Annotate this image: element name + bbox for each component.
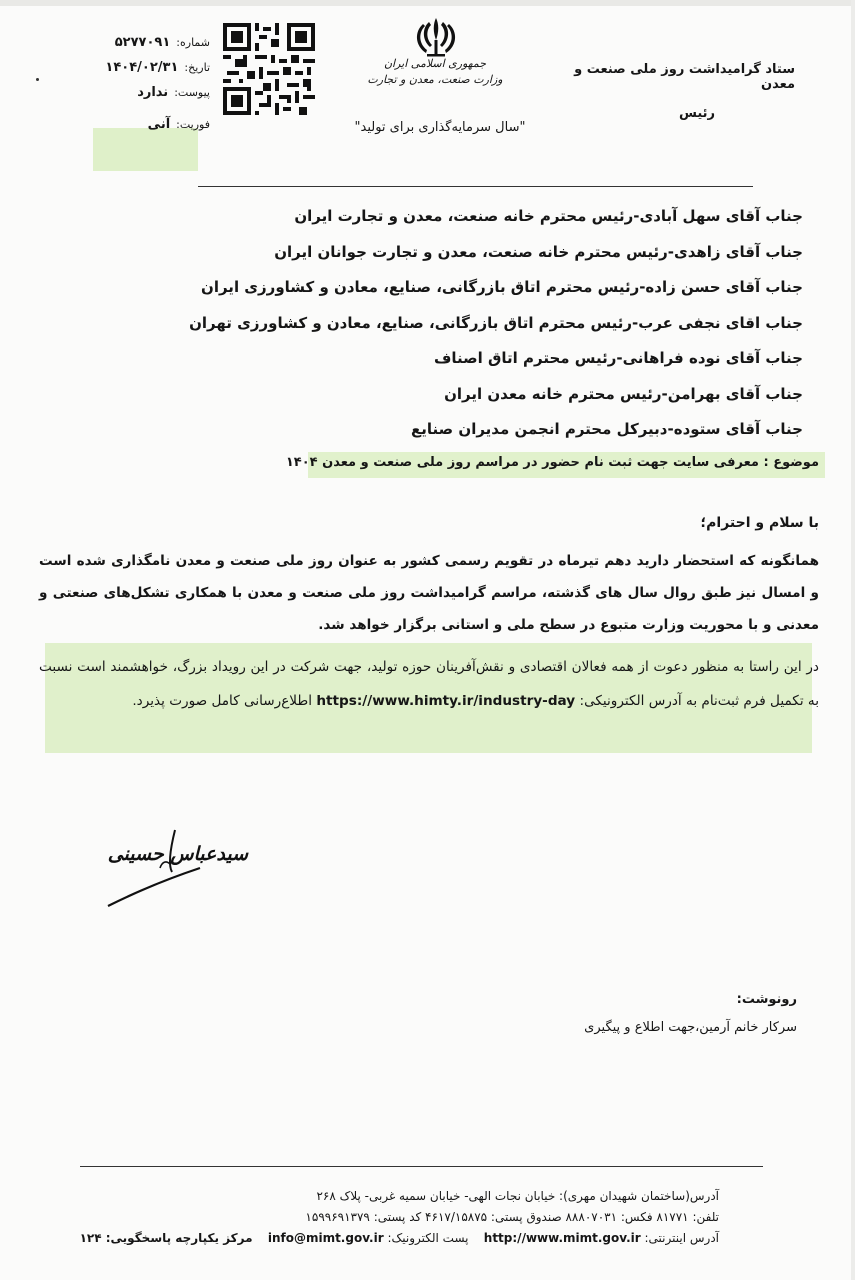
footer-contacts	[19, 1228, 719, 1249]
recipient-line: جناب آقای بهرامن-رئیس محترم خانه معدن ایران	[444, 384, 803, 403]
letter-date-label: تاریخ:	[184, 61, 210, 74]
recipient-line: جناب آقای زاهدی-رئیس محترم خانه صنعت، معدن و تجارت جوانان ایران	[274, 242, 803, 261]
handwritten-signature	[100, 820, 270, 910]
body-paragraph-2	[39, 650, 819, 718]
year-slogan: "سال سرمایه‌گذاری برای تولید"	[354, 120, 526, 135]
recipient-line: جناب اقای نجفی عرب-رئیس محترم اتاق بازرگانی، صنایع، معادن و کشاورزی تهران	[189, 313, 803, 332]
footer-callcenter: مرکز یکپارچه پاسخگویی: ۱۲۴	[79, 1231, 253, 1245]
letter-attachment-value: ندارد	[137, 85, 169, 100]
ministry-name	[360, 56, 510, 88]
footer-email-label: پست الکترونیک:	[387, 1231, 469, 1245]
ministry-line-1: جمهوری اسلامی ایران	[383, 57, 487, 70]
qr-code-icon	[223, 20, 315, 118]
page-edge-right	[851, 0, 855, 1280]
body-paragraph-1: همانگونه که استحضار دارید دهم تیرماه در تقویم رسمی کشور به عنوان روز ملی صنعت و معدن نامگذاری شده است و امسال نیز طبق روال سال های گذشته، مراسم گرامیداشت روز ملی صنعت و معدن با همکاری تشکل‌های صنعتی و معدنی و با محوریت وزارت متبوع در سطح ملی و استانی برگزار خواهد شد.	[39, 553, 819, 633]
footer-phones: تلفن: ۸۱۷۷۱ فکس: ۸۸۸۰۷۰۳۱ صندوق پستی: ۴۶۱۷/۱۵۸۷۵ کد پستی: ۱۵۹۹۶۹۱۳۷۹	[305, 1210, 719, 1224]
issuer-block	[555, 62, 795, 121]
issuer-name: ستاد گرامیداشت روز ملی صنعت و معدن	[574, 62, 795, 92]
letter-date-value: ۱۴۰۴/۰۲/۳۱	[105, 60, 179, 75]
letter-urgency-label: فوریت:	[176, 118, 210, 131]
recipient-line: جناب آقای سهل آبادی-رئیس محترم خانه صنعت، معدن و تجارت ایران	[294, 207, 803, 225]
ministry-line-2: وزارت صنعت، معدن و تجارت	[367, 73, 503, 86]
letter-subject: موضوع : معرفی سایت جهت ثبت نام حضور در مراسم روز ملی صنعت و معدن ۱۴۰۴	[285, 455, 819, 470]
letter-attachment-label: پیوست:	[174, 86, 210, 99]
issuer-role: رئیس	[678, 106, 715, 121]
letter-urgency	[80, 112, 210, 137]
recipient-line: جناب آقای نوده فراهانی-رئیس محترم اتاق اصناف	[433, 349, 803, 367]
paragraph-2-text-end: اطلاع‌رسانی کامل صورت پذیرد.	[132, 693, 313, 709]
letter-attachment	[80, 80, 210, 105]
cc-title: رونوشت:	[736, 992, 797, 1007]
footer-divider	[80, 1166, 763, 1167]
letter-number-label: شماره:	[176, 36, 210, 49]
recipient-line: جناب آقای حسن زاده-رئیس محترم اتاق بازرگانی، صنایع، معادن و کشاورزی ایران	[201, 278, 803, 296]
recipient-list	[83, 205, 803, 454]
paragraph-2-text: در این راستا به منظور دعوت از همه فعالان اقتصادی و نقش‌آفرینان حوزه تولید، جهت شرکت در این رویداد بزرگ، خواهشمند است نسبت به تکمیل فرم ثبت‌نام به آدرس الکترونیکی:	[39, 659, 819, 709]
iran-emblem-icon	[405, 14, 467, 60]
greeting: با سلام و احترام؛	[700, 515, 819, 531]
letter-number	[80, 30, 210, 55]
stray-dot	[36, 78, 39, 81]
letter-number-value: ۵۲۷۷۰۹۱	[114, 35, 171, 50]
letter-urgency-value: آنی	[147, 117, 171, 132]
footer-web-link[interactable]: http://www.mimt.gov.ir	[483, 1231, 641, 1245]
header-divider	[198, 186, 753, 187]
recipient-line: جناب آقای ستوده-دبیرکل محترم انجمن مدیران صنایع	[411, 420, 803, 438]
cc-line: سرکار خانم آرمین،جهت اطلاع و پیگیری	[584, 1020, 797, 1035]
page-edge-top	[0, 0, 855, 6]
footer-address: آدرس(ساختمان شهیدان مهری): خیابان نجات الهی- خیابان سمیه غربی- پلاک ۲۶۸	[316, 1189, 719, 1203]
letter-date	[80, 55, 210, 80]
footer-email-link[interactable]: info@mimt.gov.ir	[267, 1231, 384, 1245]
registration-link[interactable]: https://www.himty.ir/industry-day	[316, 693, 576, 709]
letter-meta	[80, 30, 210, 137]
signature-name: سیدعباس حسینی	[107, 843, 248, 865]
letter-footer	[19, 1186, 719, 1249]
footer-web-label: آدرس اینترنتی:	[644, 1231, 719, 1245]
